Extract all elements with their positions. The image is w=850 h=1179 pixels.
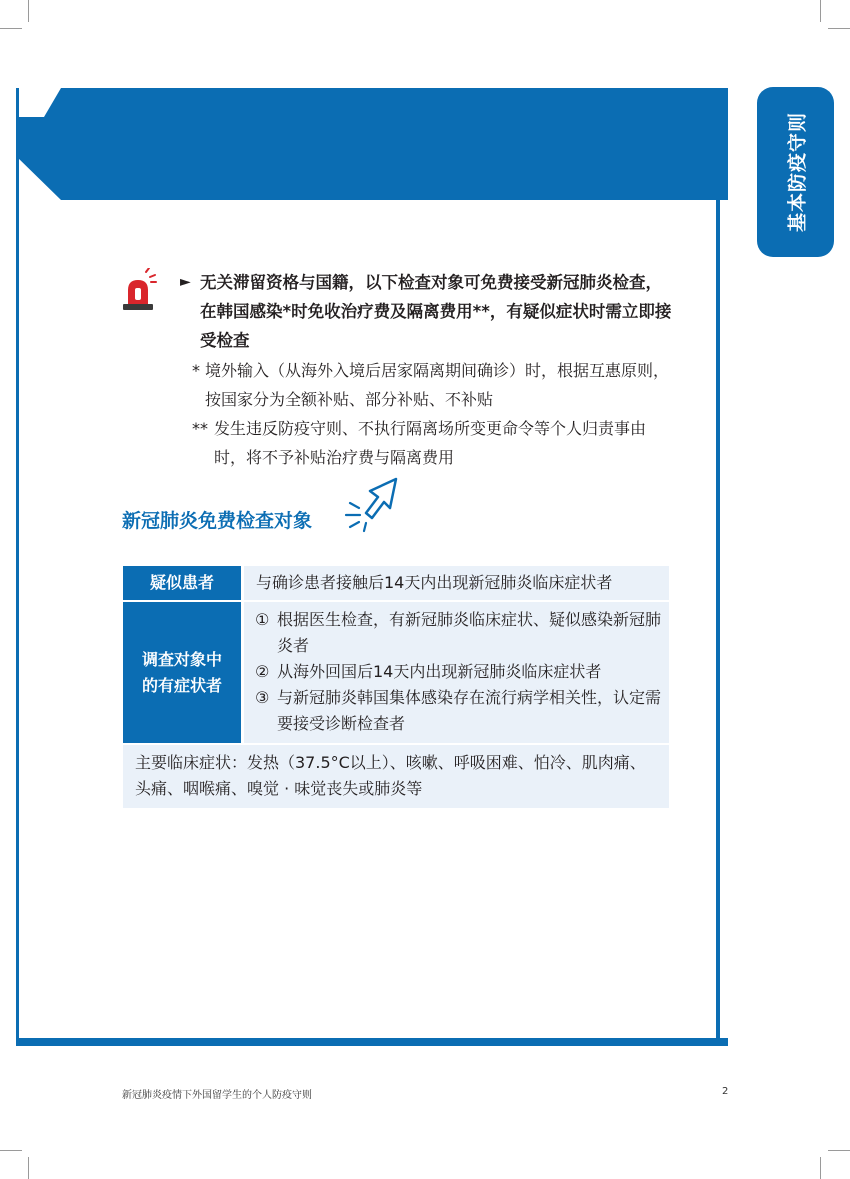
chapter-tab[interactable] [757, 87, 834, 257]
crop-mark [28, 1157, 29, 1179]
row-header-symptomatic [123, 602, 241, 743]
siren-icon [120, 268, 160, 312]
footnote-marker: ** [192, 419, 208, 438]
crop-mark [0, 28, 22, 29]
footnote-1 [180, 356, 675, 414]
crop-mark [0, 1150, 22, 1151]
footnote-text: 发生违反防疫守则、不执行隔离场所变更命令等个人归责事由时，将不予补贴治疗费与隔离费用 [214, 419, 647, 467]
intro-lead [180, 268, 675, 355]
row-content [244, 602, 669, 743]
triangle-bullet-icon: ► [180, 274, 191, 290]
crop-mark [28, 0, 29, 22]
list-item [255, 685, 669, 737]
list-item [255, 607, 669, 659]
item-number: ② [255, 662, 270, 681]
row-header-line: 的有症状者 [141, 675, 222, 695]
table-row [123, 566, 669, 600]
item-text: 与新冠肺炎韩国集体感染存在流行病学相关性，认定需要接受诊断检查者 [277, 688, 662, 733]
crop-mark [820, 1157, 821, 1179]
list-item [255, 659, 669, 685]
crop-mark [820, 0, 821, 22]
crop-mark [828, 28, 850, 29]
item-text: 从海外回国后14天内出现新冠肺炎临床症状者 [277, 662, 602, 681]
crop-mark [828, 1150, 850, 1151]
row-content: 与确诊患者接触后14天内出现新冠肺炎临床症状者 [244, 566, 669, 600]
intro-lead-text: 无关滞留资格与国籍，以下检查对象可免费接受新冠肺炎检查，在韩国感染*时免收治疗费及隔离费用**，有疑似症状时需立即接受检查 [200, 273, 672, 350]
item-text: 根据医生检查，有新冠肺炎临床症状、疑似感染新冠肺炎者 [277, 610, 662, 655]
row-header-line: 调查对象中 [141, 649, 222, 669]
item-number: ③ [255, 688, 270, 707]
footer-doc-title: 新冠肺炎疫情下外国留学生的个人防疫守则 [122, 1090, 312, 1101]
chapter-tab-label: 基本防疫守则 [786, 111, 808, 233]
test-target-table [123, 566, 669, 808]
cursor-click-icon [342, 475, 400, 533]
frame-left-border [16, 88, 19, 1046]
footnote-marker: * [192, 361, 200, 380]
frame-bottom-border [16, 1038, 728, 1046]
section-title: 新冠肺炎免费检查对象 [122, 510, 313, 532]
item-number: ① [255, 610, 270, 629]
footnote-text: 境外输入（从海外入境后居家隔离期间确诊）时，根据互惠原则，按国家分为全额补贴、部分补贴、不补贴 [205, 361, 670, 409]
row-header-suspected: 疑似患者 [123, 566, 241, 600]
page-number: 2 [722, 1086, 729, 1097]
footnote-2 [180, 414, 675, 472]
symptoms-row: 主要临床症状：发热（37.5°C以上）、咳嗽、呼吸困难、怕冷、肌肉痛、头痛、咽喉痛、嗅觉 · 味觉丧失或肺炎等 [123, 745, 669, 808]
intro-block [180, 268, 675, 472]
table-row [123, 602, 669, 743]
header-band [16, 88, 728, 200]
frame-right-border [716, 196, 720, 1046]
